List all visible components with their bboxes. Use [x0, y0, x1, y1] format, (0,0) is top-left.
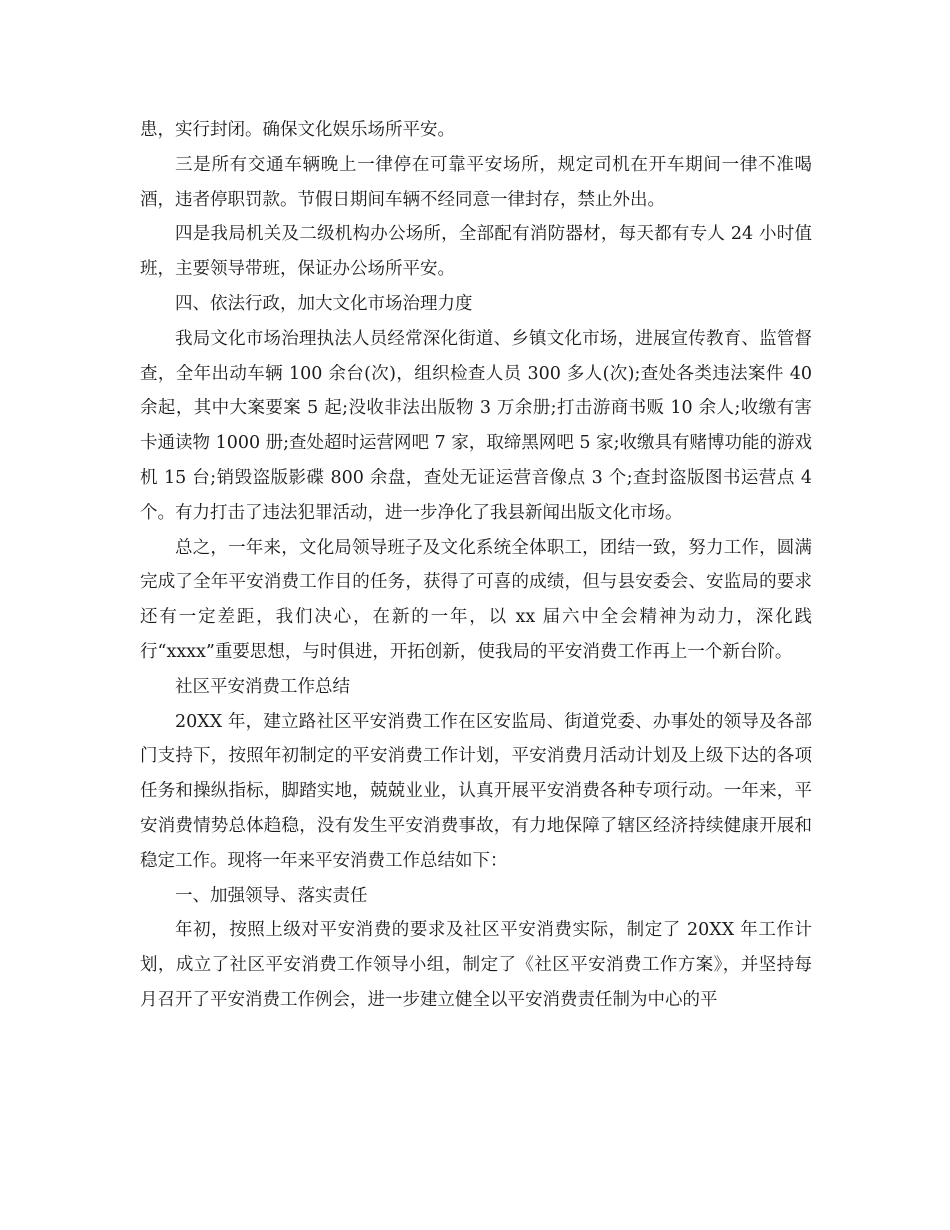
paragraph-community-intro: 20XX 年，建立路社区平安消费工作在区安监局、街道党委、办事处的领导及各部门支持下，按照年初制定的平安消费工作计划，平安消费月活动计划及上级下达的各项任务和操纵指标，脚踏实地，兢兢业业，认真开展平安消费各种专项行动。一年来，平安消费情势总体趋稳，没有发生平安消费事故，有力地保障了辖区经济持续健康开展和稳定工作。现将一年来平安消费工作总结如下： — [140, 711, 812, 871]
paragraph-continuation: 患，实行封闭。确保文化娱乐场所平安。 — [140, 120, 455, 140]
section-heading-leadership: 一、加强领导、落实责任 — [175, 885, 368, 906]
section-heading-law-enforcement: 四、依法行政，加大文化市场治理力度 — [175, 293, 473, 314]
paragraph-office-safety: 四是我局机关及二级机构办公场所，全部配有消防器材，每天都有专人 24 小时值班，主要领导带班，保证办公场所平安。 — [140, 224, 812, 280]
paragraph-market-enforcement: 我局文化市场治理执法人员经常深化街道、乡镇文化市场，进展宣传教育、监管督查，全年出动车辆 100 余台(次)，组织检查人员 300 多人(次);查处各类违法案件 40 余起，其中大案要案 5 起;没收非法出版物 3 万余册;打击游商书贩 10 余人;收缴有害卡通读物 1000 册;查处超时运营网吧 7 家，取缔黑网吧 5 家;收缴具有赌博功能的游戏机 15 台;销毁盗版影碟 800 余盘，查处无证运营音像点 3 个;查封盗版图书运营点 4 个。有力打击了违法犯罪活动，进一步净化了我县新闻出版文化市场。 — [140, 328, 812, 523]
paragraph-summary: 总之，一年来，文化局领导班子及文化系统全体职工，团结一致，努力工作，圆满完成了全年平安消费工作目的任务，获得了可喜的成绩，但与县安委会、安监局的要求还有一定差距，我们决心，在新的一年，以 xx 届六中全会精神为动力，深化践行“xxxx”重要思想，与时俱进，开拓创新，使我局的平安消费工作再上一个新台阶。 — [140, 537, 812, 662]
document-title-community: 社区平安消费工作总结 — [175, 676, 350, 697]
paragraph-vehicle-rules: 三是所有交通车辆晚上一律停在可靠平安场所，规定司机在开车期间一律不准喝酒，违者停职罚款。节假日期间车辆不经同意一律封存，禁止外出。 — [140, 154, 812, 210]
document-body — [140, 113, 812, 1018]
paragraph-plan: 年初，按照上级对平安消费的要求及社区平安消费实际，制定了 20XX 年工作计划，成立了社区平安消费工作领导小组，制定了《社区平安消费工作方案》，并坚持每月召开了平安消费工作例会，进一步建立健全以平安消费责任制为中心的平 — [140, 920, 812, 1010]
